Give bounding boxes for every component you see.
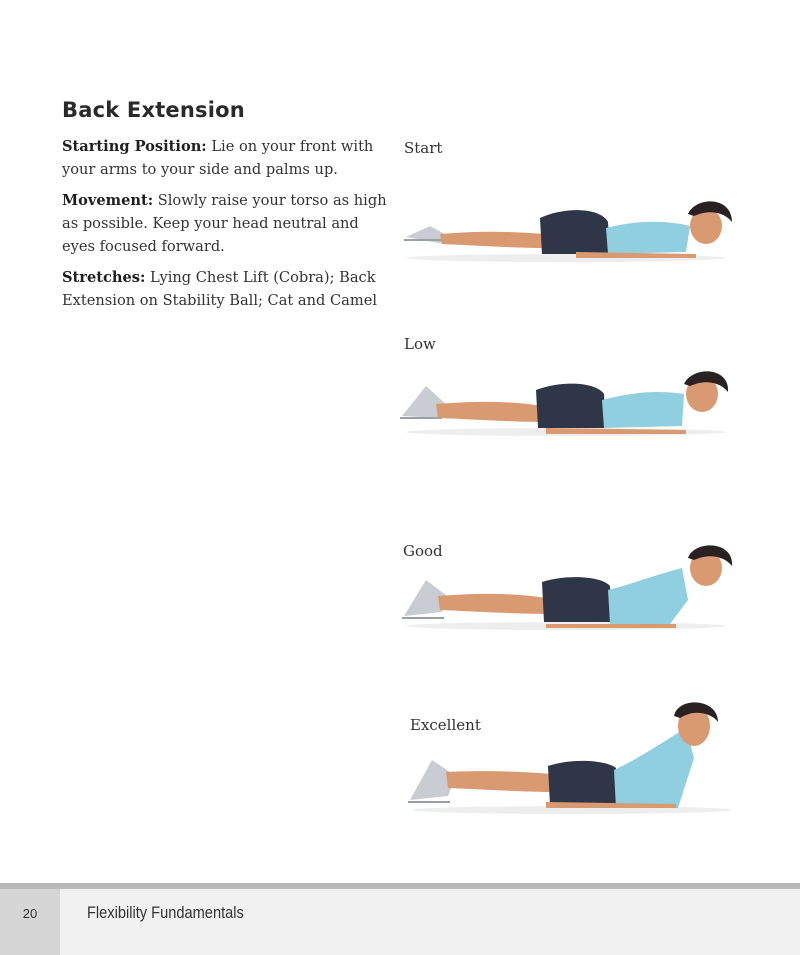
starting-position-paragraph xyxy=(62,135,392,181)
page-number-box xyxy=(0,889,60,955)
stretches-label: Stretches: xyxy=(62,269,146,286)
book-title: Flexibility Fundamentals xyxy=(87,903,244,922)
phase-label-start: Start xyxy=(404,139,443,157)
movement-paragraph xyxy=(62,189,392,258)
movement-label: Movement: xyxy=(62,192,154,209)
section-title: Back Extension xyxy=(62,98,245,122)
movement-text: Slowly raise your torso as high as possible. Keep your head neutral and eyes focused forward. xyxy=(62,192,387,255)
figure-good xyxy=(396,540,740,660)
page-number: 20 xyxy=(22,906,38,921)
phase-label-excellent: Excellent xyxy=(410,716,481,734)
phase-label-good: Good xyxy=(403,542,443,560)
stretches-paragraph xyxy=(62,266,392,312)
phase-label-low: Low xyxy=(404,335,436,353)
figure-low xyxy=(396,358,740,478)
starting-position-text: Lie on your front with your arms to your side and palms up. xyxy=(62,138,374,178)
figure-start xyxy=(396,182,740,302)
stretches-text: Lying Chest Lift (Cobra); Back Extension on Stability Ball; Cat and Camel xyxy=(62,269,378,309)
figure-excellent xyxy=(396,700,740,820)
starting-position-label: Starting Position: xyxy=(62,138,207,155)
